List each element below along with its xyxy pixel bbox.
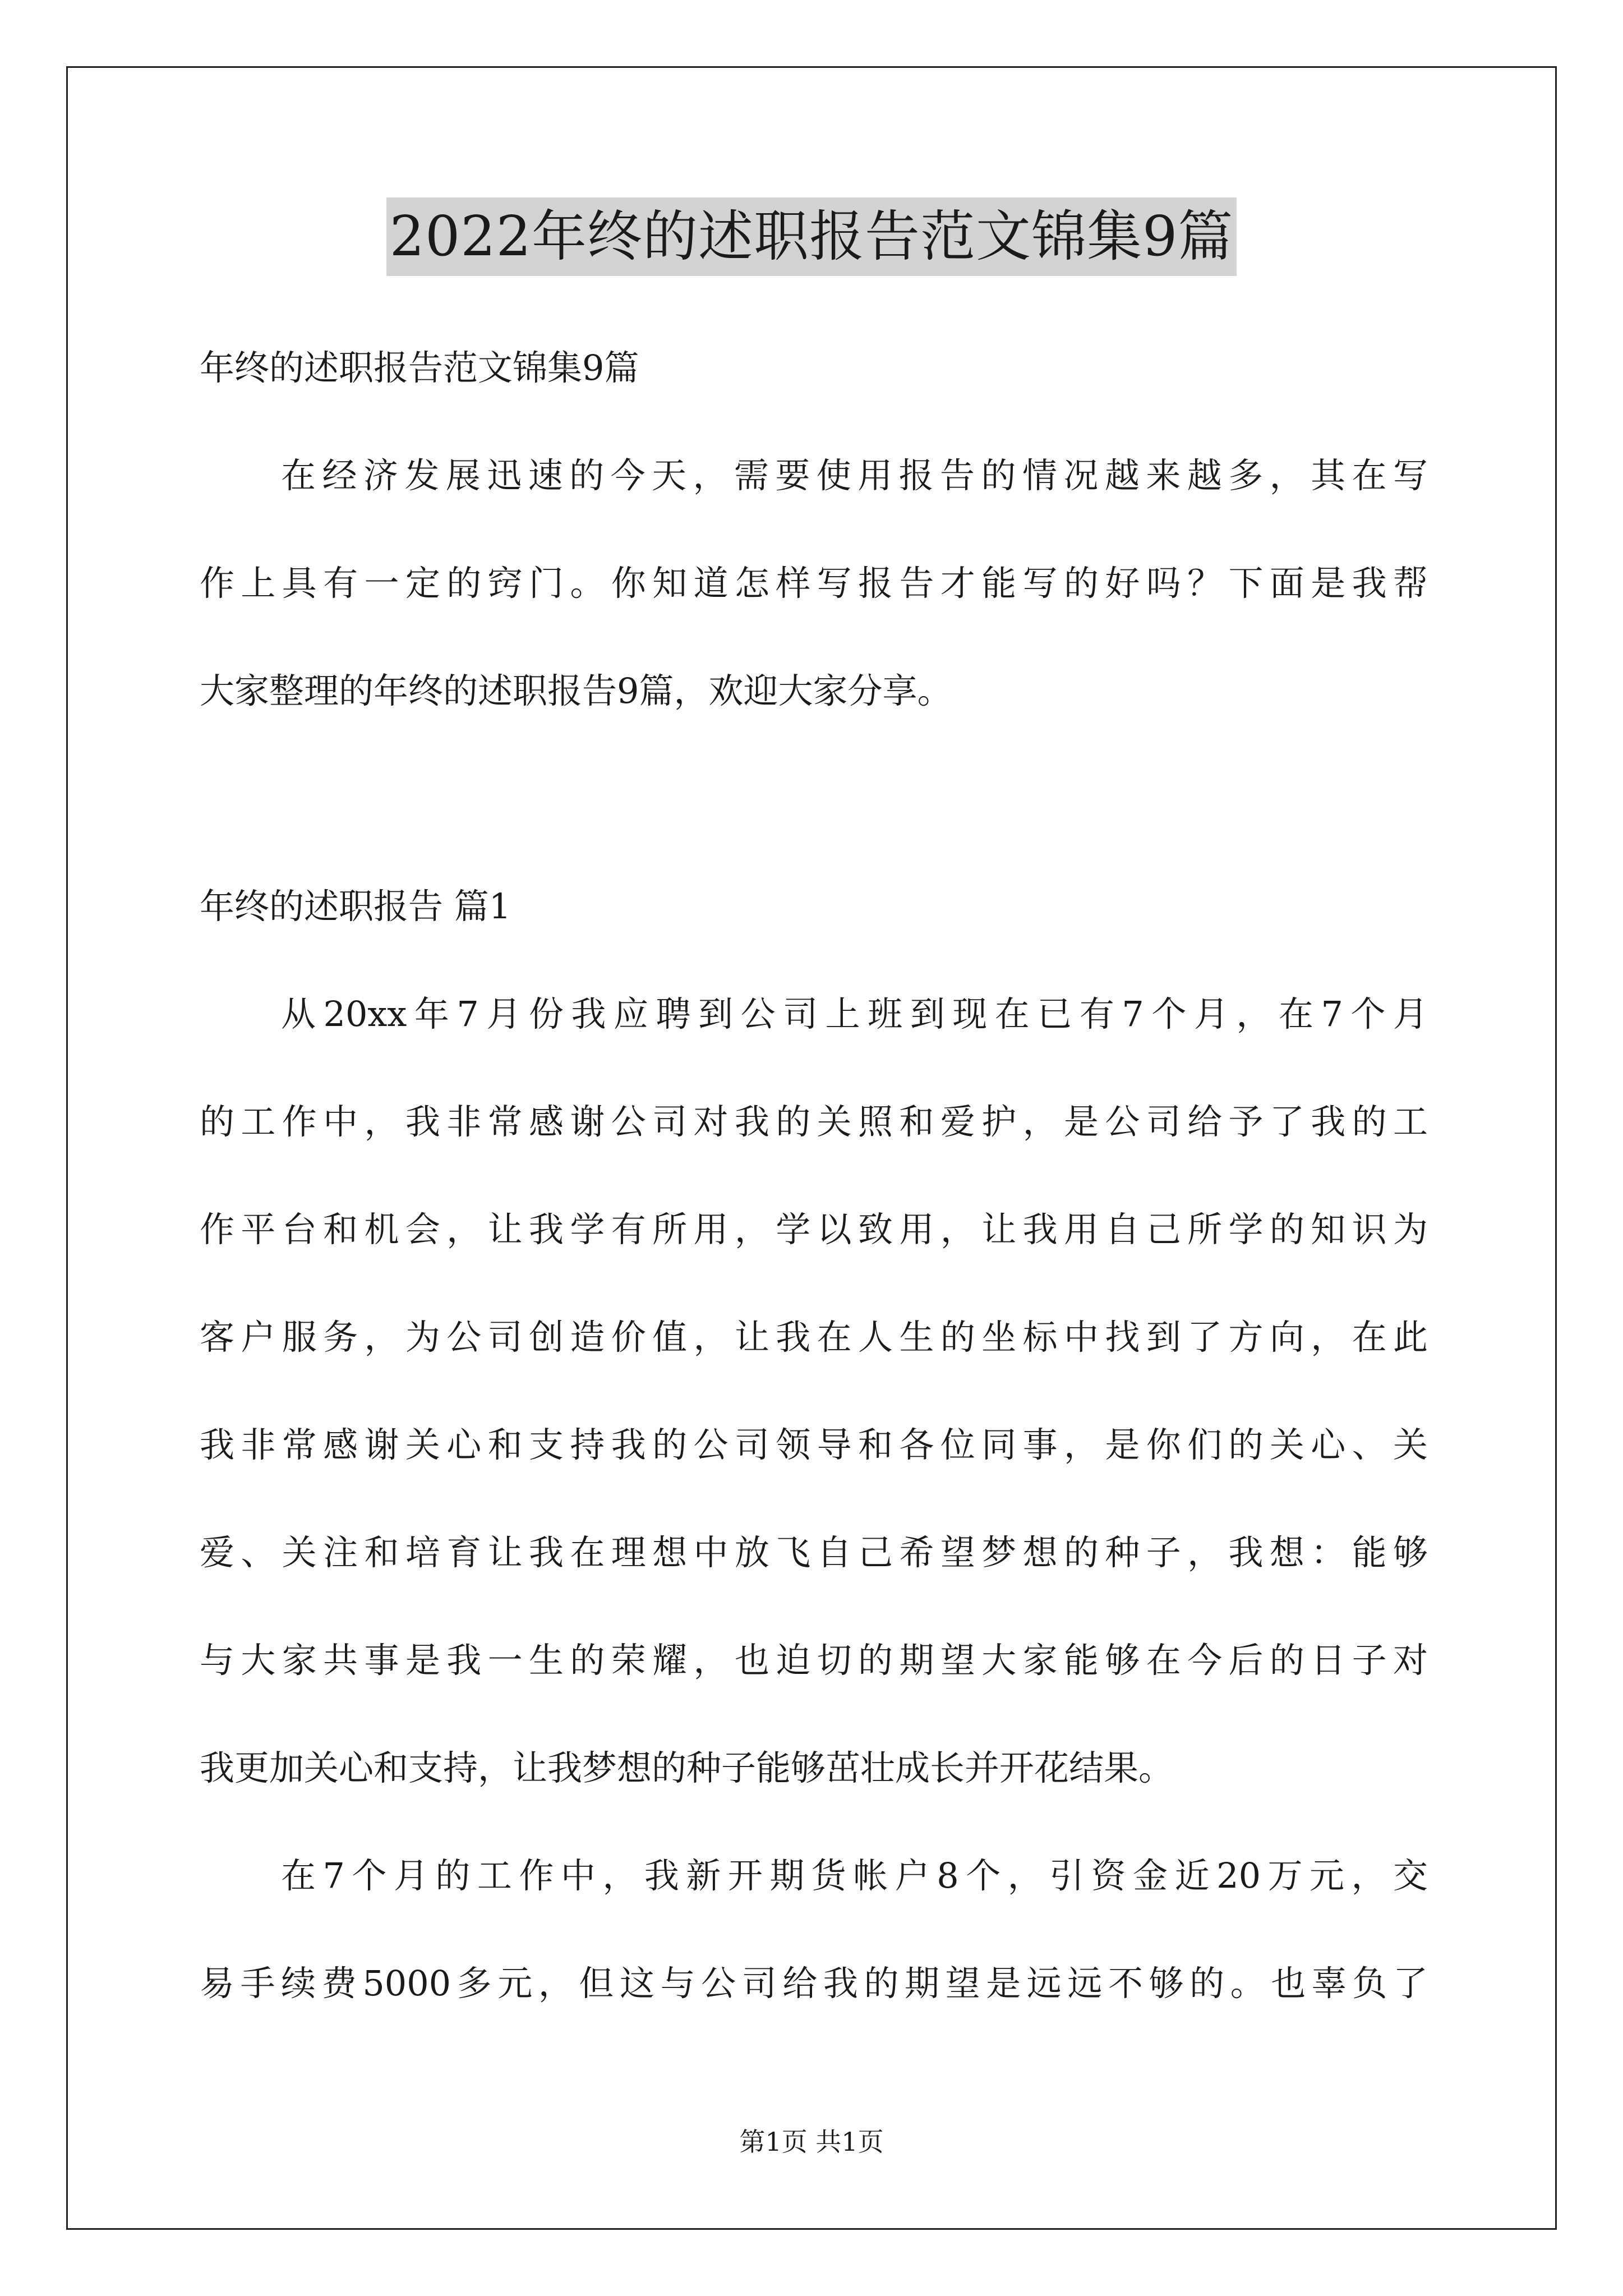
paragraph-line: 的工作中，我非常感谢公司对我的关照和爱护，是公司给予了我的工	[200, 1101, 1428, 1142]
paragraph-line: 我非常感谢关心和支持我的公司领导和各位同事，是你们的关心、关	[200, 1424, 1428, 1465]
spacer	[200, 745, 1428, 853]
intro-line: 在经济发展迅速的今天，需要使用报告的情况越来越多，其在写	[281, 455, 1428, 496]
document-body	[200, 314, 1428, 2037]
paragraph-line: 与大家共事是我一生的荣耀，也迫切的期望大家能够在今后的日子对	[200, 1640, 1428, 1681]
paragraph-line: 在7个月的工作中，我新开期货帐户8个，引资金近20万元，交	[281, 1855, 1428, 1896]
paragraph-line: 客户服务，为公司创造价值，让我在人生的坐标中找到了方向，在此	[200, 1317, 1428, 1358]
paragraph-line: 易手续费5000多元，但这与公司给我的期望是远远不够的。也辜负了	[200, 1963, 1428, 2004]
title-container	[0, 197, 1623, 276]
intro-line: 大家整理的年终的述职报告9篇，欢迎大家分享。	[200, 670, 952, 711]
paragraph-line: 爱、关注和培育让我在理想中放飞自己希望梦想的种子，我想：能够	[200, 1532, 1428, 1573]
document-subtitle: 年终的述职报告范文锦集9篇	[200, 347, 639, 388]
paragraph-line: 作平台和机会，让我学有所用，学以致用，让我用自己所学的知识为	[200, 1209, 1428, 1250]
page-footer: 第1页 共1页	[739, 2127, 884, 2157]
document-title: 2022年终的述职报告范文锦集9篇	[386, 197, 1237, 276]
section-heading: 年终的述职报告 篇1	[200, 886, 511, 927]
paragraph-line: 从20xx年7月份我应聘到公司上班到现在已有7个月，在7个月	[281, 993, 1428, 1034]
paragraph-line: 我更加关心和支持，让我梦想的种子能够茁壮成长并开花结果。	[200, 1747, 1174, 1788]
intro-line: 作上具有一定的窍门。你知道怎样写报告才能写的好吗？下面是我帮	[200, 563, 1428, 604]
